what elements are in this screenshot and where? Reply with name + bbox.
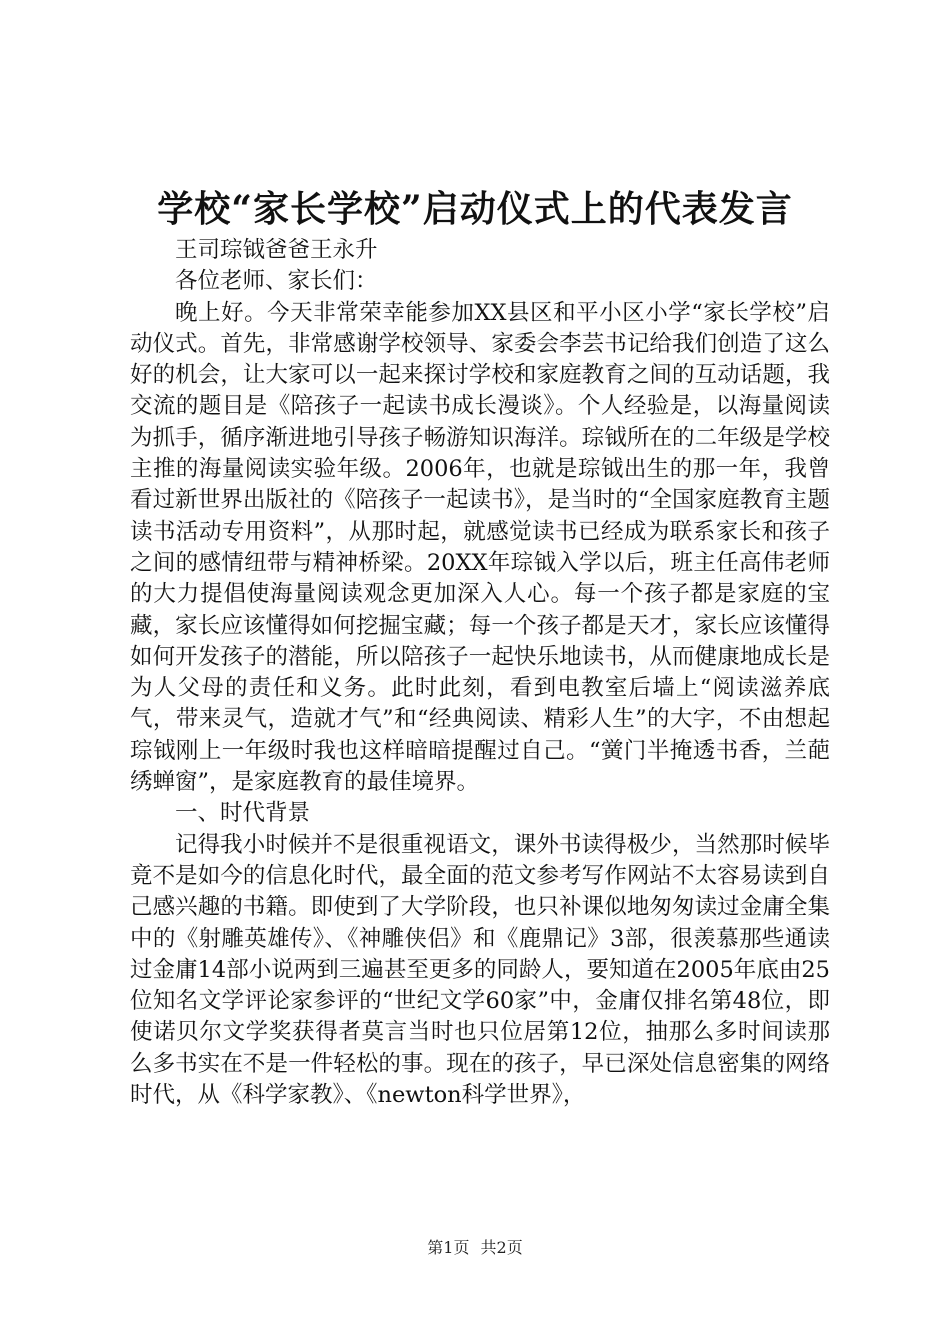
- page-number: 第1页: [427, 1238, 470, 1257]
- document-body: [130, 235, 830, 1111]
- salutation: 各位老师、家长们：: [175, 268, 378, 295]
- body-paragraph: 记得我小时候并不是很重视语文，课外书读得极少，当然那时候毕竟不是如今的信息化时代，最全面的范文参考写作网站不太容易读到自己感兴趣的书籍。即使到了大学阶段，也只补课似地匆匆读过金庸全集中的《射雕英雄传》、《神雕侠侣》和《鹿鼎记》3部，很羡慕那些通读过金庸14部小说两到三遍甚至更多的同龄人，要知道在2005年底由25位知名文学评论家参评的“世纪文学60家”中，金庸仅排名第48位，即使诺贝尔文学奖获得者莫言当时也只位居第12位，抽那么多时间读那么多书实在不是一件轻松的事。现在的孩子，早已深处信息密集的网络时代，从《科学家教》、《newton科学世界》，: [130, 831, 830, 1109]
- section-heading: 一、时代背景: [175, 800, 311, 827]
- body-paragraph: 晚上好。今天非常荣幸能参加XX县区和平小区小学“家长学校”启动仪式。首先，非常感谢学校领导、家委会李芸书记给我们创造了这么好的机会，让大家可以一起来探讨学校和家庭教育之间的互动话题，我交流的题目是《陪孩子一起读书成长漫谈》。个人经验是，以海量阅读为抓手，循序渐进地引导孩子畅游知识海洋。琮钺所在的二年级是学校主推的海量阅读实验年级。2006年，也就是琮钺出生的那一年，我曾看过新世界出版社的《陪孩子一起读书》，是当时的“全国家庭教育主题读书活动专用资料”，从那时起，就感觉读书已经成为联系家长和孩子之间的感情纽带与精神桥梁。20XX年琮钺入学以后，班主任高伟老师的大力提倡使海量阅读观念更加深入人心。每一个孩子都是家庭的宝藏，家长应该懂得如何挖掘宝藏；每一个孩子都是天才，家长应该懂得如何开发孩子的潜能，所以陪孩子一起快乐地读书，从而健康地成长是为人父母的责任和义务。此时此刻，看到电教室后墙上“阅读滋养底气，带来灵气，造就才气”和“经典阅读、精彩人生”的大字，不由想起琮钺刚上一年级时我也这样暗暗提醒过自己。“黉门半掩透书香，兰葩绣蝉窗”，是家庭教育的最佳境界。: [130, 299, 830, 796]
- page-total: 共2页: [480, 1238, 523, 1257]
- page-footer: [0, 1236, 950, 1260]
- document-title: 学校“家长学校”启动仪式上的代表发言: [157, 188, 793, 230]
- author-line: 王司琮钺爸爸王永升: [175, 237, 378, 263]
